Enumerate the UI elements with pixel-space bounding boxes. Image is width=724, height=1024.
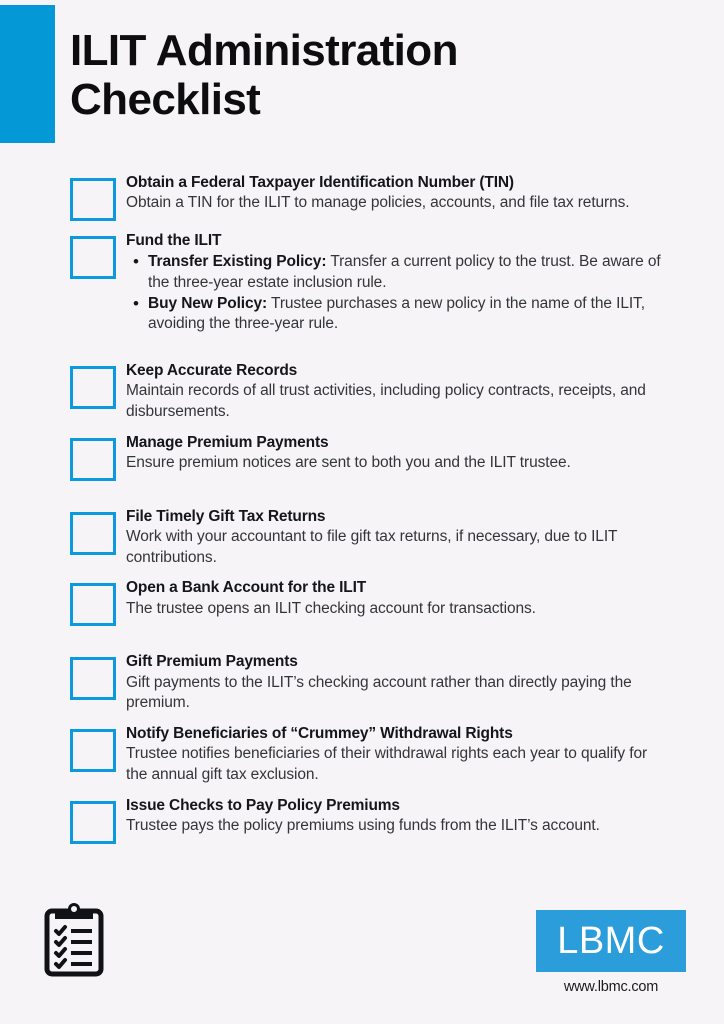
checklist-item-title: Open a Bank Account for the ILIT	[126, 579, 367, 597]
checklist-item-title: Obtain a Federal Taxpayer Identification Number (TIN)	[126, 174, 514, 191]
checklist-item[interactable]	[70, 577, 670, 626]
checklist-item-description: Ensure premium notices are sent to both you and the ILIT trustee.	[126, 454, 571, 472]
checklist-item-description: Obtain a TIN for the ILIT to manage policies, accounts, and file tax returns.	[126, 194, 630, 212]
checklist-item-description: Trustee pays the policy premiums using funds from the ILIT’s account.	[126, 817, 600, 835]
sub-item-text: Trustee purchases a new policy in the name of the ILIT, avoiding the three-year rule.	[148, 294, 645, 333]
checklist-item-description: Gift payments to the ILIT’s checking account rather than directly paying the premium.	[126, 673, 632, 712]
checklist-item[interactable]	[70, 795, 670, 844]
checklist-item-title: Gift Premium Payments	[126, 653, 298, 671]
checklist-item-body	[126, 651, 670, 714]
checklist-item[interactable]	[70, 172, 670, 221]
logo-text: LBMC	[557, 920, 665, 962]
checklist-item-body	[126, 360, 670, 423]
logo-url: www.lbmc.com	[563, 979, 659, 995]
checkbox-icon[interactable]	[70, 657, 116, 700]
page-title	[70, 26, 650, 125]
sub-item-label: Buy New Policy:	[148, 294, 268, 312]
checklist-item-title: Notify Beneficiaries of “Crummey” Withdrawal Rights	[126, 724, 513, 742]
clipboard-checklist-icon	[44, 903, 104, 977]
checklist-item[interactable]	[70, 723, 670, 786]
checklist-item-body	[126, 723, 670, 786]
checklist-item-description: Trustee notifies beneficiaries of their withdrawal rights each year to qualify for the annual gift tax exclusion.	[126, 745, 648, 783]
checklist-item-body	[126, 172, 670, 214]
checkbox-icon[interactable]	[70, 512, 116, 555]
page-title-line-2: Checklist	[70, 75, 261, 125]
checklist-item[interactable]	[70, 230, 670, 335]
lbmc-logo	[536, 910, 686, 995]
checkbox-icon[interactable]	[70, 236, 116, 279]
checklist	[70, 172, 670, 856]
checklist-item-body	[126, 230, 670, 335]
checklist-item-body	[126, 506, 670, 569]
checklist-item-title: Fund the ILIT	[126, 232, 222, 249]
checkbox-icon[interactable]	[70, 366, 116, 409]
checkbox-icon[interactable]	[70, 583, 116, 626]
checklist-sub-list	[126, 252, 670, 334]
page-title-line-1: ILIT Administration	[70, 26, 458, 75]
list-item	[126, 294, 670, 335]
logo-box	[536, 910, 686, 972]
checklist-item-title: Keep Accurate Records	[126, 361, 298, 379]
checkbox-icon[interactable]	[70, 438, 116, 481]
checklist-item[interactable]	[70, 432, 670, 481]
checklist-item-title: Manage Premium Payments	[126, 433, 329, 451]
checklist-item-title: Issue Checks to Pay Policy Premiums	[126, 796, 400, 814]
checkbox-icon[interactable]	[70, 801, 116, 844]
checkbox-icon[interactable]	[70, 178, 116, 221]
checklist-item-title: File Timely Gift Tax Returns	[126, 507, 326, 525]
sub-item-label: Transfer Existing Policy:	[148, 253, 327, 271]
checkbox-icon[interactable]	[70, 729, 116, 772]
checklist-item-body	[126, 577, 670, 619]
sub-item-text: Transfer a current policy to the trust. Be aware of the three-year estate inclusion rule.	[148, 253, 661, 292]
checklist-item-description: Work with your accountant to file gift tax returns, if necessary, due to ILIT contributions.	[126, 528, 618, 566]
checklist-item[interactable]	[70, 651, 670, 714]
accent-bar	[0, 5, 55, 143]
checklist-item-description: The trustee opens an ILIT checking account for transactions.	[126, 599, 536, 617]
checklist-item-body	[126, 795, 670, 837]
list-item	[126, 252, 670, 293]
checklist-item-description: Maintain records of all trust activities, including policy contracts, receipts, and disbursements.	[126, 382, 646, 420]
checklist-item[interactable]	[70, 506, 670, 569]
checklist-item-body	[126, 432, 670, 474]
checklist-item[interactable]	[70, 360, 670, 423]
